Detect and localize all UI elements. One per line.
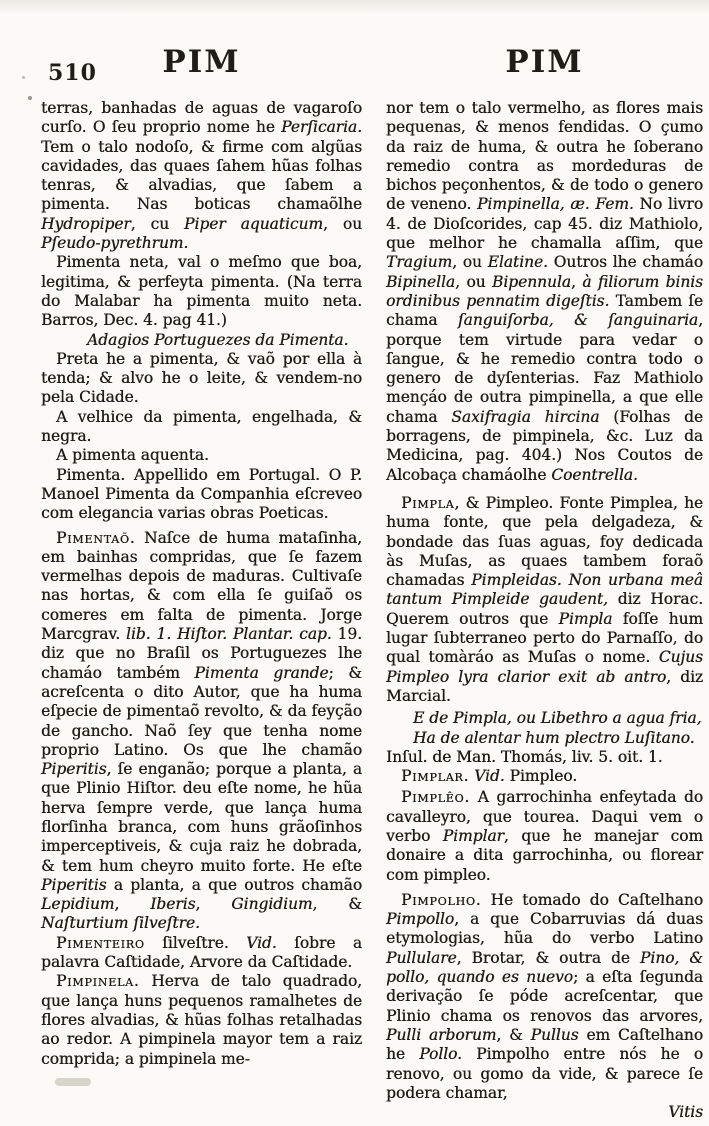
text-run: Pimpinella, æ. Fem. <box>476 195 634 214</box>
ink-speck <box>22 76 25 79</box>
text-run: Piperitis <box>41 875 107 894</box>
verse-line <box>386 729 703 748</box>
dictionary-entry-paragraph <box>41 529 362 934</box>
text-run: , & <box>496 1025 531 1044</box>
text-run: , <box>195 895 232 914</box>
text-run: ſobre a palavra Caſtidade, Arvore da Caſtidade. <box>41 933 362 972</box>
paragraph <box>41 408 362 447</box>
text-run: Pimpla <box>558 609 613 628</box>
text-run: Herva de talo quadrado, que lança huns pequenos ramalhetes de flores alvadias, & hũas folhas retalhadas ao redor. A pimpinela mayor tem a raiz comprida; a pimpinela me- <box>41 972 362 1068</box>
text-run: Perſicaria. <box>281 118 362 137</box>
text-run: Lepidium <box>41 895 115 914</box>
text-run: Gingidium <box>231 895 313 914</box>
text-run: Cujus Pimpleo lyra clarior exit ab antro <box>386 648 703 686</box>
scan-smudge <box>55 1078 91 1086</box>
text-run: , ſe enganão; porque a planta, a que Plinio Hiſtor. deu eſte nome, he hũa herva ſempre verde, que lança huma florſinha branca, com huns grãoſinhos imperceptiveis, & cuja raiz he dobrada, & tem hum cheyro muito forte. He eſte <box>41 760 362 875</box>
right-column <box>386 99 703 1122</box>
paragraph <box>386 99 703 485</box>
text-run: A pimenta aquenta. <box>56 446 209 465</box>
dictionary-entry-paragraph <box>386 494 703 706</box>
text-run: ſilveſtre. <box>144 933 247 952</box>
text-run: Inſul. de Man. Thomás, liv. 5. oit. 1. <box>386 747 663 766</box>
text-run: , diz Marcial. <box>386 667 704 705</box>
text-run: (Folhas de borragens, de pimpinela, &c. Luz da Medicina, pag. 404.) Nos Coutos de Alcobaça chamáolhe <box>386 407 703 484</box>
text-run: Vid. <box>246 933 277 952</box>
text-run: , que he manejar com donaire a dita garrochinha, ou florear com pimpleo. <box>386 826 703 884</box>
text-run: nor tem o talo vermelho, as flores mais pequenas, & menos fendidas. O çumo da raiz de huma, & outra he ſoberano remedio contra as mordeduras de bichos peçonhentos, & de todo o genero de veneno. <box>386 99 703 214</box>
text-run: diz Horac. Querem outros que <box>386 590 703 628</box>
text-run: terras, banhadas de aguas de vagaroſo curſo. O ſeu proprio nome he <box>41 99 362 137</box>
text-run: A garrochinha enfeytada do cavalleyro, que tourea. Daqui vem o verbo <box>386 788 703 845</box>
paragraph <box>41 99 362 253</box>
ink-speck <box>28 96 32 100</box>
text-run: Bipennula <box>491 272 571 291</box>
text-run: Naſce de huma mataſinha, em bainhas compridas, que ſe fazem vermelhas depois de maduras. Cultivaſe nas hortas, & com ella ſe guiſaõ os comeres em falta de pimenta. Jorge Marcgrav. <box>41 528 362 644</box>
text-run: He tomado do Caſtelhano <box>481 890 703 909</box>
adage-heading <box>41 331 362 350</box>
text-run: , <box>114 895 151 914</box>
text-run: , ou <box>322 214 363 233</box>
text-run: , & <box>312 895 362 914</box>
text-run: , Brotar, & outra de <box>456 948 640 967</box>
text-run: Pſeudo-pyrethrum. <box>41 234 189 253</box>
text-run: , & Pimpleo. Fonte Pimplea, he huma fonte, que pela delgadeza, & bondade das ſuas aguas, foy dedicada às Muſas, as quaes tambem foraõ chamadas <box>386 493 703 590</box>
text-run: , porque tem virtude para vedar o ſangue, & he remedio contra todo o genero de dyſenterias. Faz Mathiolo mençáo de outra pimpinella, a que elle chama <box>386 311 703 426</box>
paragraph <box>41 446 362 465</box>
text-run: Adagios Portuguezes da Pimenta. <box>87 330 349 349</box>
text-run: Piperitis <box>41 760 107 779</box>
text-run: Bipinella <box>386 272 456 291</box>
text-run: ; & acreſcenta o dito Autor, que ha huma eſpecie de pimentaõ revolto, & da feyção de gancho. Naõ ſey que tenha nome proprio Latino. Os que lhe chamão <box>41 663 362 759</box>
text-run: No livro 4. de Dioſcorides, cap 45. diz Mathiolo, que melhor he chamalla aſſim, que <box>386 195 703 253</box>
running-header-left: PIM <box>162 44 241 80</box>
citation-line <box>386 748 703 767</box>
text-run: Pimenta. Appellido em Portugal. O P. Manoel Pimenta da Companhia eſcreveo com elegancia varias obras Poeticas. <box>41 465 362 523</box>
text-run: A velhice da pimenta, engelhada, & negra. <box>41 407 362 446</box>
text-run: Pimenta grande <box>194 663 329 682</box>
text-run: ſanguiſorba, & ſanguinaria <box>457 311 699 330</box>
text-run: Tambem ſe chama <box>386 291 703 330</box>
text-run: Elatine. <box>487 253 548 272</box>
text-run <box>562 571 569 589</box>
paragraph <box>41 253 362 330</box>
text-run: , a que Cobarruvias dá duas etymologias, hũa do verbo Latino <box>386 910 703 948</box>
text-run: a planta, a que outros chamão <box>106 875 362 894</box>
entry-headword: Pimplar. <box>401 767 470 786</box>
verse-line <box>386 709 703 728</box>
text-run: Pimpleidas. <box>471 571 562 590</box>
text-run: Pimpollo <box>386 910 455 929</box>
text-run: Pullulare <box>386 948 457 967</box>
text-run: à filiorum binis ordinibus pennatim digeſtis. <box>386 272 703 310</box>
running-header-right: PIM <box>505 44 584 80</box>
text-run: Vid. <box>474 767 505 786</box>
text-run: Preta he a pimenta, & vaõ por ella à tenda; & alvo he o leite, & vendem-no pela Cidade. <box>41 349 362 407</box>
catchword: Vitis <box>668 1103 703 1122</box>
text-run: Piper aquaticum <box>184 214 323 233</box>
text-run: , <box>570 272 583 291</box>
text-run: Ha de alentar hum plectro Luſitano. <box>413 728 695 747</box>
paragraph <box>41 466 362 524</box>
text-run: , ou <box>455 272 492 291</box>
text-run: foſſe hum lugar ſubterraneo perto do Parnaſſo, do qual tomàráo as Muſas o nome. <box>386 609 703 667</box>
text-run: Pollo. <box>419 1045 462 1064</box>
entry-headword: Pimenteiro <box>56 933 145 952</box>
entry-headword: Pimentaõ. <box>56 528 136 547</box>
dictionary-entry-paragraph <box>386 891 703 1103</box>
text-run: em Caſtelhano he <box>386 1025 703 1064</box>
text-run: Outros lhe chamáo <box>547 253 703 272</box>
text-run: , cu <box>130 214 185 233</box>
text-run: Tem o talo nodoſo, & firme com algũas cavidades, das quaes ſahem hũas folhas tenras, & alvadias, que ſabem a pimenta. Nas boticas chamaõlhe <box>41 137 362 214</box>
entry-headword: Pimpla <box>401 493 455 512</box>
text-run: Saxifragia hircina <box>451 407 600 426</box>
text-run: Pino, & pollo, quando es nuevo <box>386 948 703 987</box>
text-run: E de Pimpla, ou Libethro a agua fria, <box>413 709 702 728</box>
text-run: Non urbana meâ tantum Pimpleide gaudent, <box>386 571 703 609</box>
entry-headword: Pimplêo. <box>401 788 471 807</box>
dictionary-entry-paragraph <box>386 788 703 884</box>
text-run: ; a eſta ſegunda derivação ſe póde acreſcentar, que Plinio chama os renovos das arvores, <box>386 968 704 1025</box>
text-run: Hydropiper <box>41 214 131 233</box>
text-run: Pullus <box>530 1025 579 1044</box>
dictionary-entry-paragraph <box>41 972 362 1068</box>
text-run: Tragium <box>386 253 453 272</box>
dictionary-entry-paragraph <box>41 934 362 973</box>
page-number: 510 <box>48 60 97 86</box>
entry-headword: Pimpinela. <box>56 972 140 991</box>
text-run: lib. 1. Hiſtor. Plantar. cap. <box>125 625 332 644</box>
text-run: Pulli arborum <box>386 1025 497 1044</box>
dictionary-entry-paragraph <box>386 767 703 786</box>
text-run: Iberis <box>150 895 196 914</box>
text-run: Pimpolho entre nós he o renovo, ou gomo da vide, & parece ſe podera chamar, <box>386 1045 703 1102</box>
text-run: Coentrella. <box>551 465 638 484</box>
text-run: Pimplar <box>442 826 504 845</box>
paragraph <box>41 350 362 408</box>
text-run: Naſturtium ſilveſtre. <box>41 914 200 933</box>
text-run: Pimenta neta, val o meſmo que boa, legitima, & perfeyta pimenta. (Na terra do Malabar ha pimenta muito neta. Barros, Dec. 4. pag 41.) <box>41 253 362 330</box>
left-column <box>41 99 362 1069</box>
text-run: , ou <box>452 253 488 272</box>
text-run: Pimpleo. <box>504 767 578 786</box>
text-run: 19. diz que no Braſil os Portuguezes lhe chamáo também <box>41 625 363 682</box>
entry-headword: Pimpolho. <box>401 890 482 909</box>
